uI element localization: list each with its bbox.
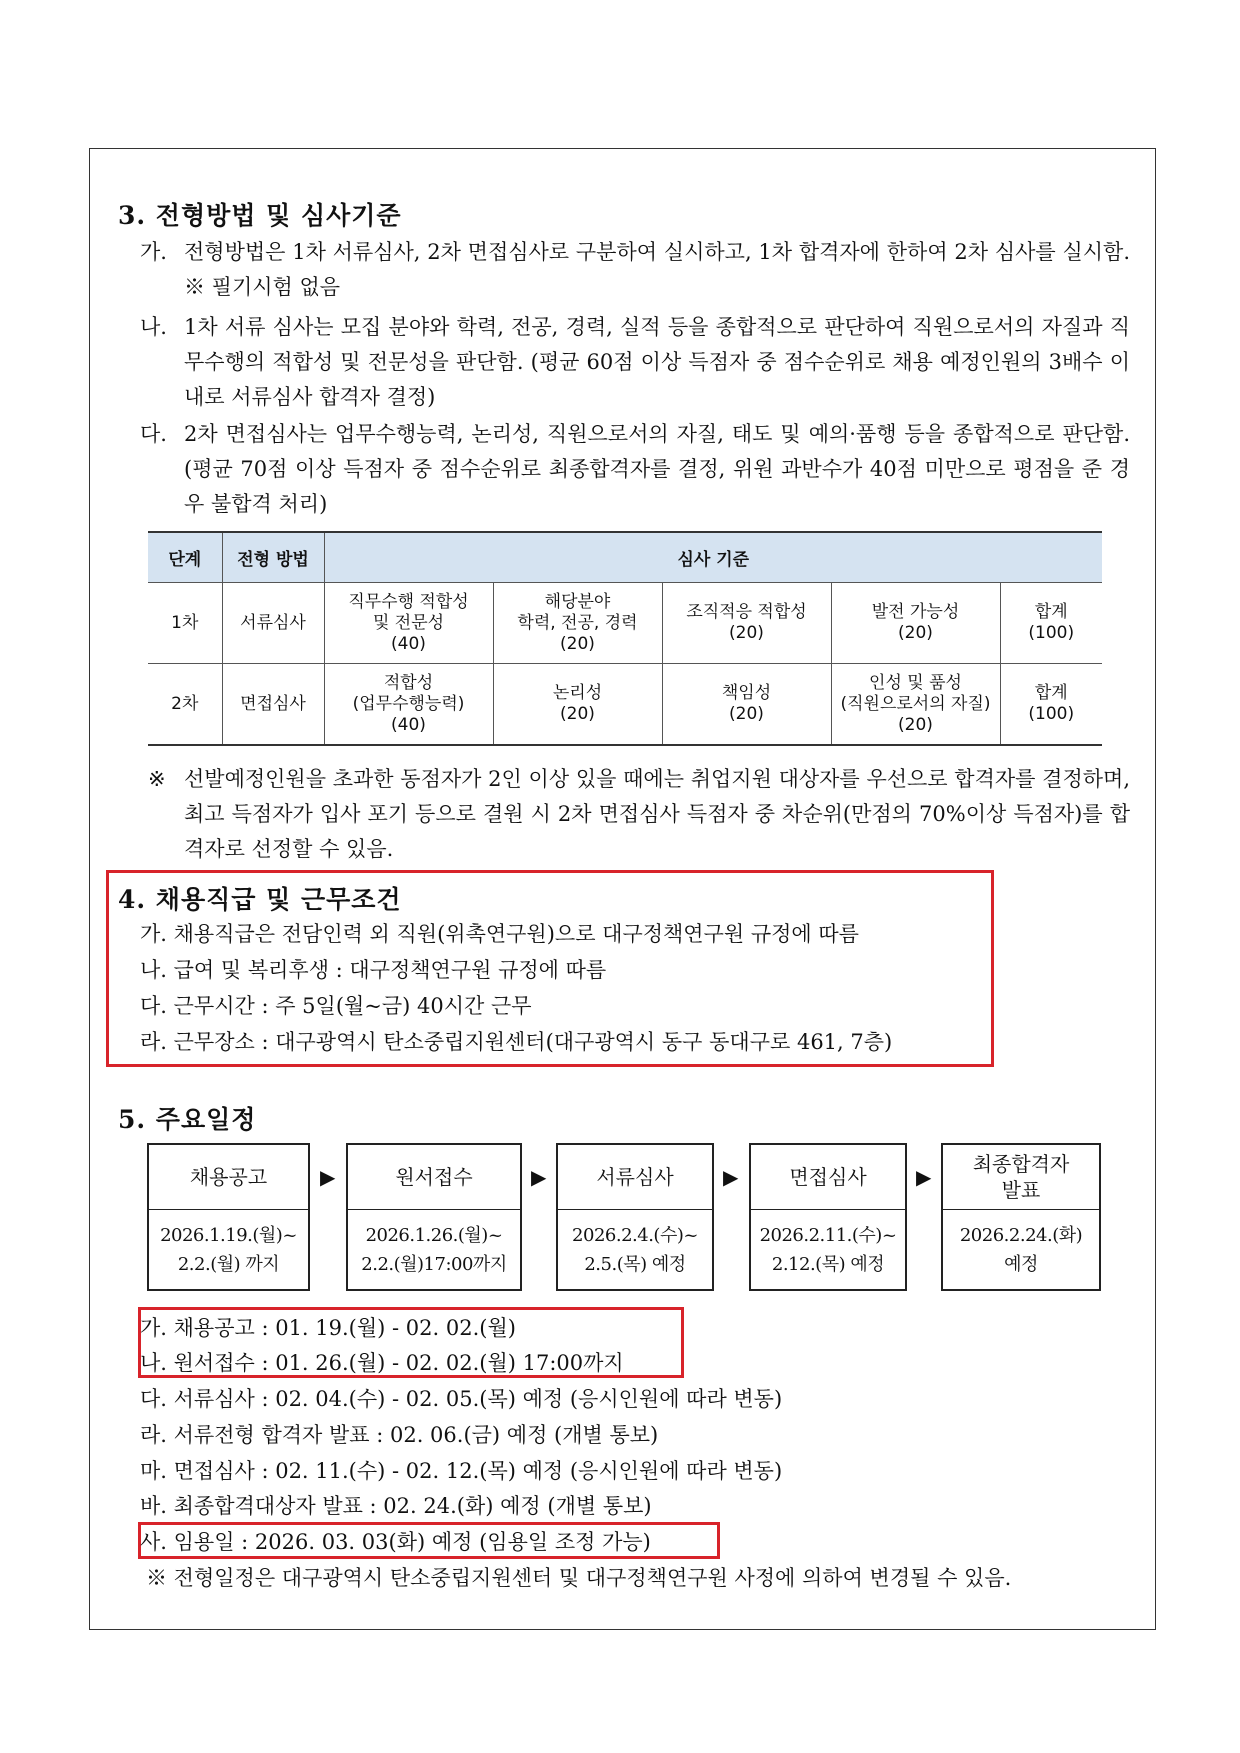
cell-method: 면접심사 — [222, 664, 324, 746]
schedule-step-3 — [556, 1143, 714, 1291]
cell-criterion: 조직적응 적합성 (20) — [662, 583, 831, 664]
criteria-table — [148, 531, 1102, 746]
table-row — [148, 583, 1102, 664]
cell-criterion: 적합성 (업무수행능력) (40) — [324, 664, 493, 746]
section3-item-da — [140, 417, 1130, 522]
table-row — [148, 664, 1102, 746]
step-date: 2026.1.19.(월)~ 2.2.(월) 까지 — [160, 1225, 297, 1275]
cell-criterion: 직무수행 적합성 및 전문성 (40) — [324, 583, 493, 664]
cell-criterion: 논리성 (20) — [493, 664, 662, 746]
section5-item: 바. 최종합격대상자 발표 : 02. 24.(화) 예정 (개별 통보) — [140, 1494, 652, 1518]
arrow-icon: ▶ — [320, 1165, 336, 1189]
step-title: 원서접수 — [348, 1145, 520, 1210]
header-criteria: 심사 기준 — [324, 532, 1102, 583]
section5-item: 다. 서류심사 : 02. 04.(수) - 02. 05.(목) 예정 (응시인원에 따라 변동) — [140, 1387, 783, 1411]
section4-item: 가. 채용직급은 전담인력 외 직원(위촉연구원)으로 대구정책연구원 규정에 따름 — [140, 922, 859, 946]
section5-heading: 5. 주요일정 — [118, 1105, 257, 1134]
note-text: 선발예정인원을 초과한 동점자가 2인 이상 있을 때에는 취업지원 대상자를 우선으로 합격자를 결정하며, 최고 득점자가 입사 포기 등으로 결원 시 2차 면접심사 득점자 중 차순위(만점의 70%이상 득점자)를 합격자로 선정할 수 있음. — [184, 767, 1130, 861]
section4-item: 다. 근무시간 : 주 5일(월~금) 40시간 근무 — [140, 994, 532, 1018]
section5-note: ※ 전형일정은 대구광역시 탄소중립지원센터 및 대구정책연구원 사정에 의하여 변경될 수 있음. — [146, 1566, 1012, 1590]
cell-criterion: 인성 및 품성 (직원으로서의 자질) (20) — [831, 664, 1000, 746]
schedule-step-4 — [749, 1143, 907, 1291]
step-date: 2026.2.4.(수)~ 2.5.(목) 예정 — [572, 1225, 698, 1275]
section3-heading: 3. 전형방법 및 심사기준 — [118, 201, 402, 230]
section5-item: 마. 면접심사 : 02. 11.(수) - 02. 12.(목) 예정 (응시인원에 따라 변동) — [140, 1459, 783, 1483]
section4-item: 나. 급여 및 복리후생 : 대구정책연구원 규정에 따름 — [140, 958, 607, 982]
header-stage: 단계 — [148, 532, 222, 583]
item-label: 나. — [140, 315, 167, 339]
section4-heading: 4. 채용직급 및 근무조건 — [118, 885, 402, 914]
section5-item: 라. 서류전형 합격자 발표 : 02. 06.(금) 예정 (개별 통보) — [140, 1423, 659, 1447]
arrow-icon: ▶ — [531, 1165, 547, 1189]
cell-total: 합계 (100) — [1000, 664, 1102, 746]
cell-criterion: 책임성 (20) — [662, 664, 831, 746]
step-title: 최종합격자 발표 — [943, 1145, 1099, 1210]
arrow-icon: ▶ — [723, 1165, 739, 1189]
schedule-step-2 — [346, 1143, 522, 1291]
header-method: 전형 방법 — [222, 532, 324, 583]
cell-criterion: 해당분야 학력, 전공, 경력 (20) — [493, 583, 662, 664]
step-date: 2026.2.11.(수)~ 2.12.(목) 예정 — [759, 1225, 897, 1275]
cell-criterion: 발전 가능성 (20) — [831, 583, 1000, 664]
item-text: 2차 면접심사는 업무수행능력, 논리성, 직원으로서의 자질, 태도 및 예의·품행 등을 종합적으로 판단함. (평균 70점 이상 득점자 중 점수순위로 최종합격자를 결정, 위원 과반수가 40점 미만으로 평점을 준 경우 불합격 처리) — [184, 422, 1130, 516]
section3-item-ga — [140, 235, 1130, 305]
section3-note — [140, 762, 1130, 867]
item-text: 1차 서류 심사는 모집 분야와 학력, 전공, 경력, 실적 등을 종합적으로 판단하여 직원으로서의 자질과 직무수행의 적합성 및 전문성을 판단함. (평균 60점 이상 득점자 중 점수순위로 채용 예정인원의 3배수 이내로 서류심사 합격자 결정) — [184, 315, 1130, 409]
schedule-step-1 — [147, 1143, 310, 1291]
section5-item: 가. 채용공고 : 01. 19.(월) - 02. 02.(월) — [140, 1316, 516, 1340]
arrow-icon: ▶ — [916, 1165, 932, 1189]
cell-stage: 1차 — [148, 583, 222, 664]
step-title: 채용공고 — [149, 1145, 308, 1210]
step-date: 2026.2.24.(화) 예정 — [959, 1225, 1083, 1275]
section3-item-na — [140, 310, 1130, 415]
item-text: 전형방법은 1차 서류심사, 2차 면접심사로 구분하여 실시하고, 1차 합격자에 한하여 2차 심사를 실시함. ※ 필기시험 없음 — [184, 240, 1130, 299]
section5-item: 사. 임용일 : 2026. 03. 03(화) 예정 (임용일 조정 가능) — [140, 1530, 651, 1554]
note-label: ※ — [148, 767, 166, 791]
section5-item: 나. 원서접수 : 01. 26.(월) - 02. 02.(월) 17:00까지 — [140, 1351, 624, 1375]
table-header-row — [148, 532, 1102, 583]
cell-method: 서류심사 — [222, 583, 324, 664]
schedule-step-5 — [941, 1143, 1101, 1291]
item-label: 다. — [140, 422, 167, 446]
cell-total: 합계 (100) — [1000, 583, 1102, 664]
section4-item: 라. 근무장소 : 대구광역시 탄소중립지원센터(대구광역시 동구 동대구로 461, 7층) — [140, 1030, 893, 1054]
step-title: 서류심사 — [558, 1145, 712, 1210]
cell-stage: 2차 — [148, 664, 222, 746]
step-title: 면접심사 — [751, 1145, 905, 1210]
step-date: 2026.1.26.(월)~ 2.2.(월)17:00까지 — [361, 1225, 507, 1275]
item-label: 가. — [140, 240, 167, 264]
